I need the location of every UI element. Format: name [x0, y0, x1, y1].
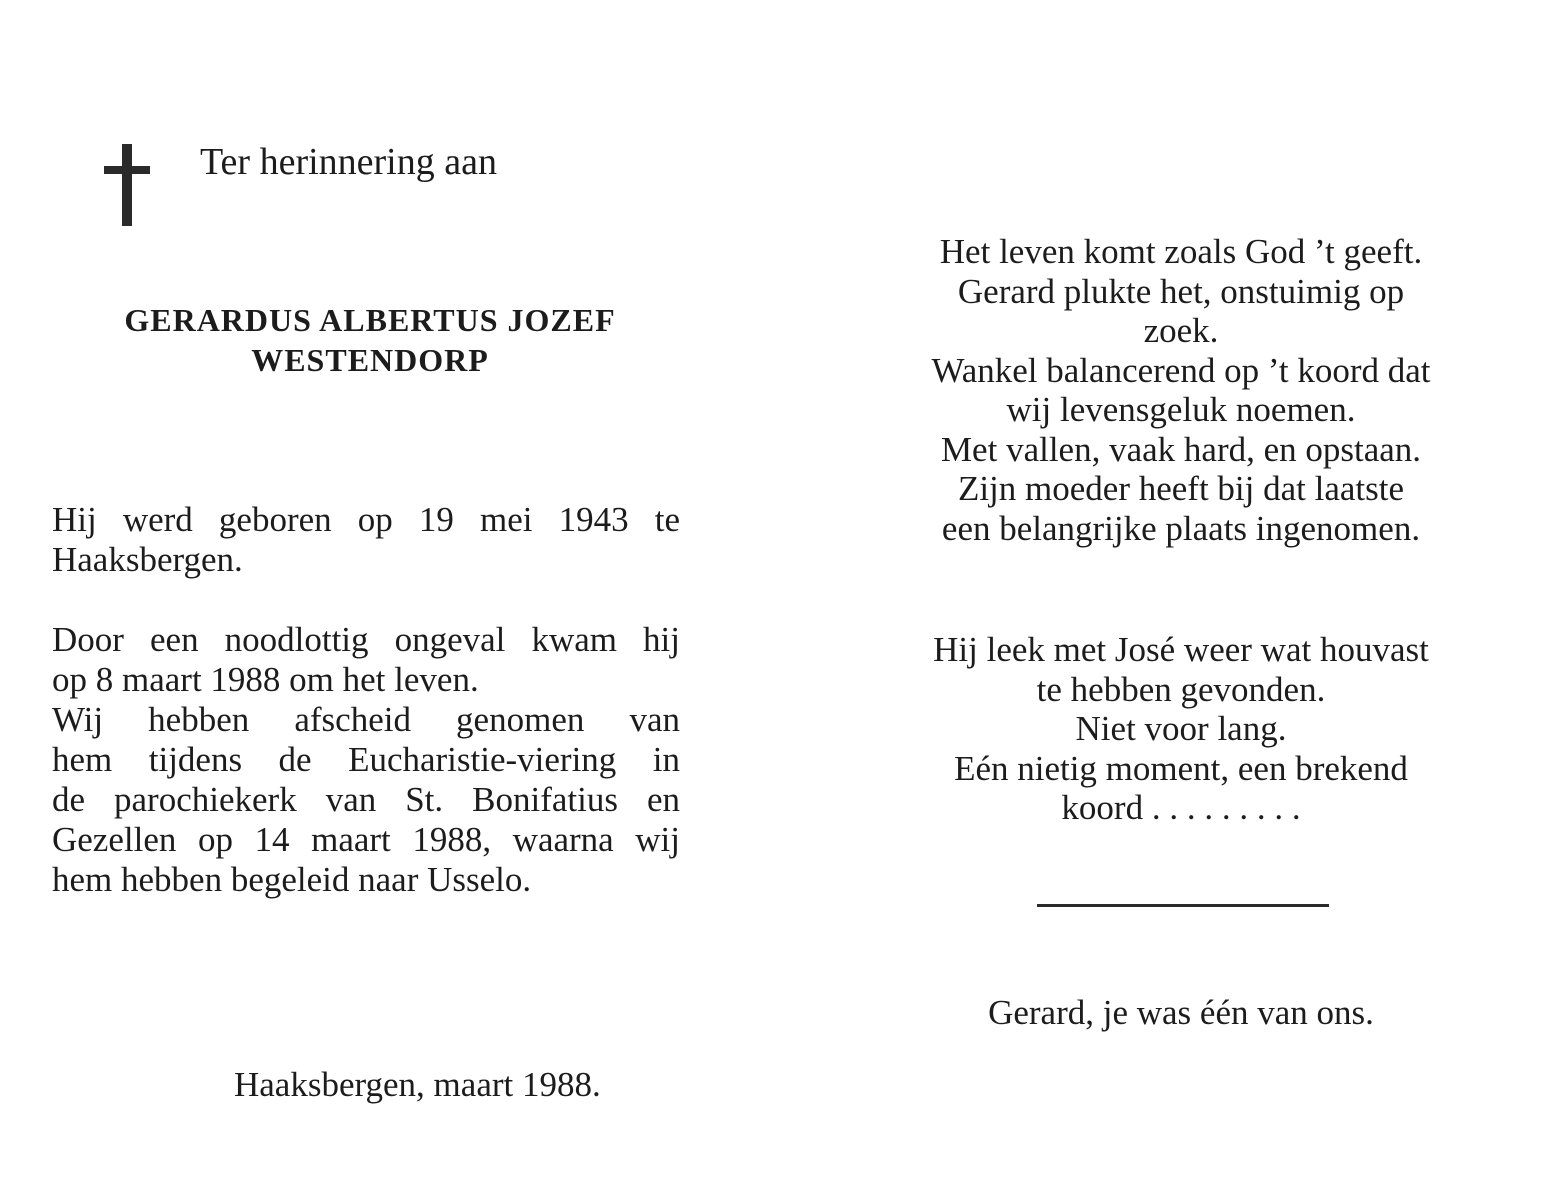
- name-line-2: WESTENDORP: [251, 342, 489, 378]
- poem-line: zoek.: [1143, 311, 1219, 350]
- death-line: Door een noodlottig ongeval kwam hij: [52, 620, 680, 659]
- death-line: Gezellen op 14 maart 1988, waarna wij: [52, 820, 680, 859]
- deceased-name: [60, 300, 680, 380]
- birth-line: Haaksbergen.: [52, 540, 243, 579]
- poem-line: Het leven komt zoals God ’t geeft.: [939, 232, 1423, 271]
- card-heading: Ter herinnering aan: [200, 141, 497, 183]
- poem-line: Eén nietig moment, een brekend: [954, 748, 1408, 788]
- death-line: hem hebben begeleid naar Usselo.: [52, 860, 532, 899]
- poem-line: te hebben gevonden.: [1036, 669, 1326, 709]
- poem-line: Niet voor lang.: [1075, 709, 1287, 748]
- poem-line: een belangrijke plaats ingenomen.: [941, 508, 1421, 548]
- poem-line: Met vallen, vaak hard, en opstaan.: [940, 429, 1422, 469]
- divider-rule: [1037, 904, 1329, 907]
- poem-line: Wankel balancerend op ’t koord dat: [931, 350, 1431, 390]
- death-line: de parochiekerk van St. Bonifatius en: [52, 780, 680, 819]
- name-line-1: GERARDUS ALBERTUS JOZEF: [124, 302, 616, 338]
- birth-line: Hij werd geboren op 19 mei 1943 te: [52, 500, 680, 539]
- poem-line: Hij leek met José weer wat houvast: [933, 630, 1429, 669]
- poem-stanza-2: [860, 630, 1502, 828]
- cross-icon: [104, 144, 150, 226]
- death-paragraph: [52, 620, 680, 900]
- birth-paragraph: [52, 500, 680, 580]
- poem-line: koord . . . . . . . . .: [1061, 788, 1301, 827]
- poem-line: Zijn moeder heeft bij dat laatste: [957, 469, 1405, 508]
- place-date-signoff: Haaksbergen, maart 1988.: [234, 1065, 601, 1104]
- closing-line: Gerard, je was één van ons.: [988, 993, 1374, 1032]
- poem-line: Gerard plukte het, onstuimig op: [957, 271, 1405, 311]
- death-line: op 8 maart 1988 om het leven.: [52, 660, 479, 699]
- poem-line: wij levensgeluk noemen.: [1006, 390, 1356, 429]
- death-line: Wij hebben afscheid genomen van: [52, 700, 680, 739]
- death-line: hem tijdens de Eucharistie-viering in: [52, 740, 680, 779]
- poem-stanza-1: [860, 232, 1502, 548]
